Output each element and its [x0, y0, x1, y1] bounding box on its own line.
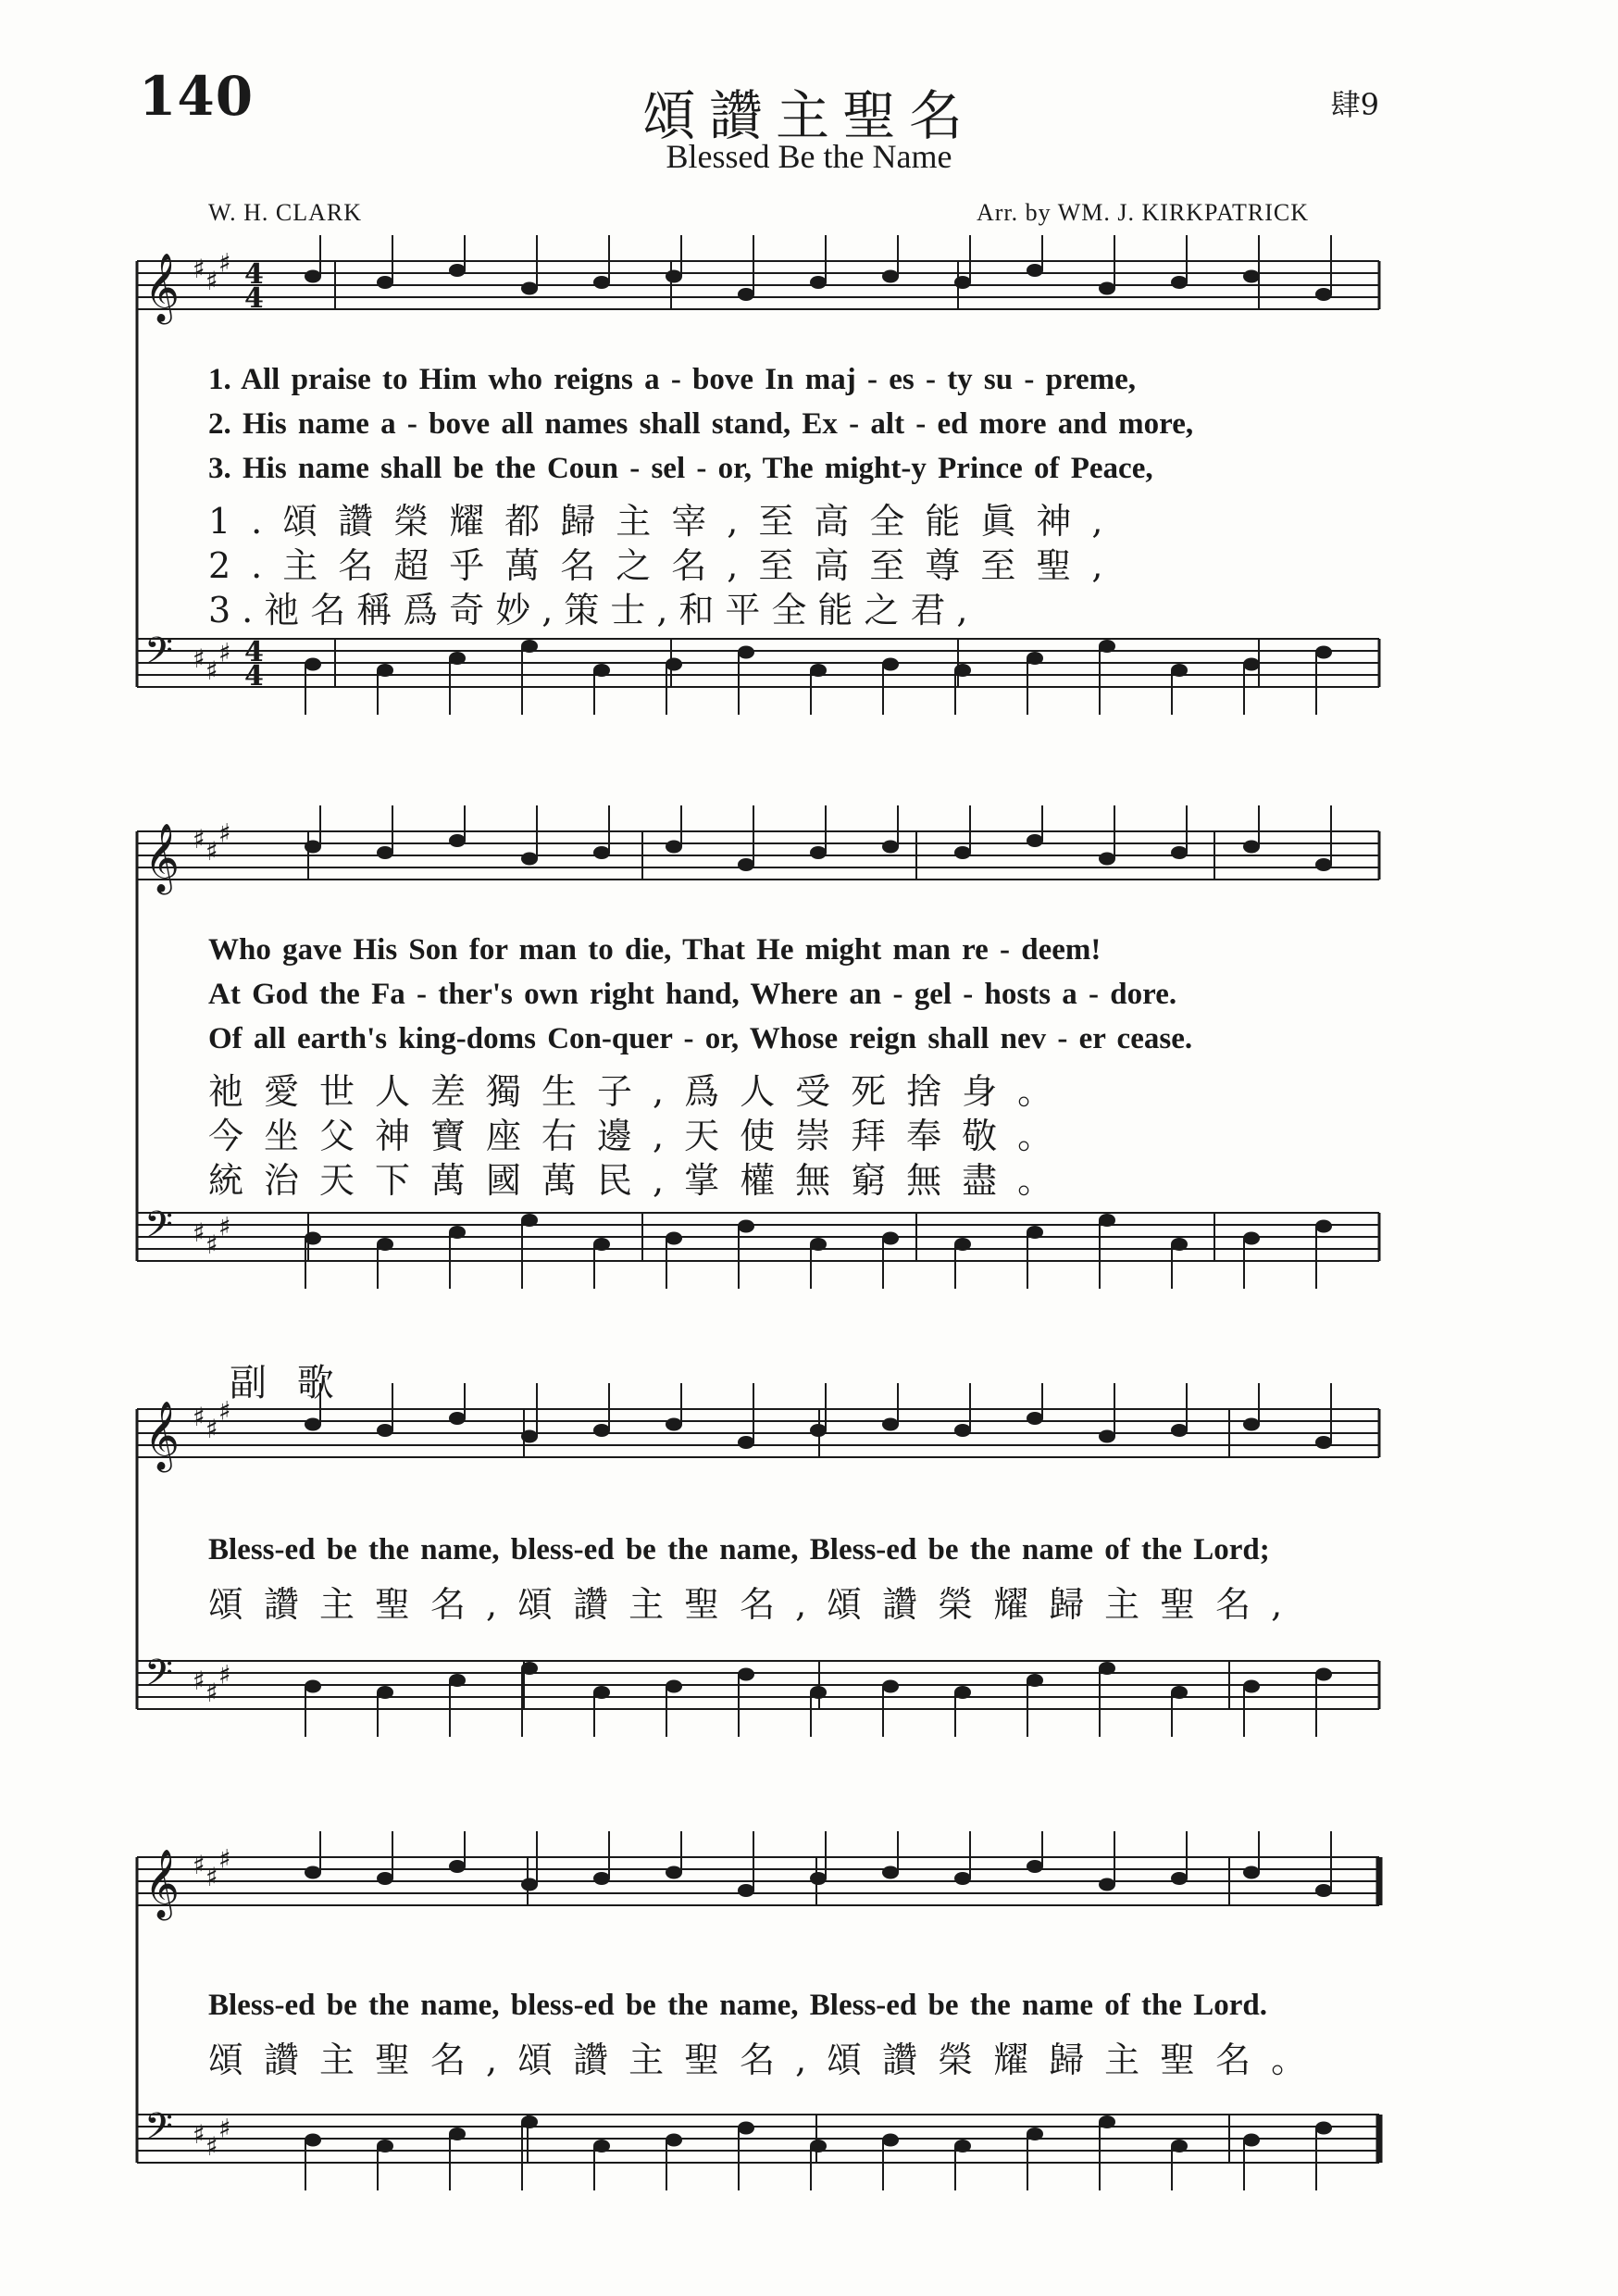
note-head [954, 1686, 971, 1699]
note-head [593, 2140, 610, 2152]
bass-clef: 𝄢 [144, 630, 173, 681]
note-head [521, 282, 538, 295]
note-head [1099, 1430, 1115, 1443]
note-head [1099, 1214, 1115, 1227]
note-head [666, 2134, 682, 2147]
note-head [882, 270, 899, 283]
note-head [738, 646, 754, 659]
note-head [666, 658, 682, 671]
note-head [593, 1872, 610, 1885]
note-head [882, 1418, 899, 1431]
note-head [377, 846, 393, 859]
title-chinese: 頌讚主聖名 [641, 84, 976, 147]
note-head [666, 1866, 682, 1879]
refrain-line-2: Bless-ed be the name, bless-ed be the name, Bless-ed be the name of the Lord. [208, 1989, 1268, 2022]
note-head [1315, 2122, 1332, 2135]
note-head [1243, 1418, 1260, 1431]
note-head [1099, 282, 1115, 295]
sharp-sign: ♯ [205, 1678, 218, 1708]
refrain-cn-line-1: 頌讚主聖名,頌讚主聖名,頌讚榮耀歸主聖名, [208, 1584, 1303, 1625]
note-head [1171, 276, 1188, 289]
note-head [1027, 1674, 1043, 1687]
note-head [666, 1680, 682, 1693]
title-english: Blessed Be the Name [666, 138, 952, 175]
note-head [1171, 1872, 1188, 1885]
verse-1-cn-line-2: 祂愛世人差獨生子,爲人受死捨身。 [208, 1071, 1074, 1112]
note-head [449, 2128, 466, 2140]
sharp-sign: ♯ [218, 1659, 231, 1691]
note-head [1171, 2140, 1188, 2152]
verse-2-cn-line-2: 今坐父神寶座右邊,天使崇拜奉敬。 [208, 1116, 1074, 1156]
note-head [1027, 834, 1043, 847]
note-head [449, 834, 466, 847]
note-head [810, 664, 827, 677]
sharp-sign: ♯ [205, 836, 218, 867]
sharp-sign: ♯ [193, 643, 205, 674]
note-head [882, 1866, 899, 1879]
note-head [449, 1412, 466, 1425]
note-head [1315, 1220, 1332, 1233]
note-head [377, 1686, 393, 1699]
note-head [666, 1232, 682, 1245]
note-head [521, 1662, 538, 1675]
treble-clef: 𝄞 [144, 824, 180, 892]
treble-clef: 𝄞 [144, 1850, 180, 1918]
note-head [954, 1424, 971, 1437]
note-head [449, 652, 466, 665]
hymn-number: 140 [139, 65, 255, 128]
note-head [666, 270, 682, 283]
note-head [1243, 1680, 1260, 1693]
note-head [593, 664, 610, 677]
note-head [305, 1232, 321, 1245]
note-head [305, 1418, 321, 1431]
verse-2-cn-line-1: 2.主名超乎萬名之名,至高至尊至聖, [208, 545, 1124, 586]
sharp-sign: ♯ [218, 817, 231, 849]
note-head [377, 1424, 393, 1437]
verse-3-line-1: 3. His name shall be the Coun - sel - or, The might-y Prince of Peace, [208, 452, 1153, 485]
bass-clef: 𝄢 [144, 1652, 173, 1703]
note-head [305, 2134, 321, 2147]
note-head [521, 853, 538, 866]
time-signature: 4 [244, 660, 264, 693]
note-head [1171, 846, 1188, 859]
verse-1-line-2: Who gave His Son for man to die, That He might man re - deem! [208, 933, 1101, 967]
note-head [521, 640, 538, 653]
note-head [377, 1872, 393, 1885]
sharp-sign: ♯ [193, 1402, 205, 1432]
note-head [305, 270, 321, 283]
verse-2-line-1: 2. His name a - bove all names shall stand, Ex - alt - ed more and more, [208, 407, 1194, 441]
note-head [882, 1680, 899, 1693]
sharp-sign: ♯ [205, 1229, 218, 1260]
note-head [1027, 1226, 1043, 1239]
note-head [954, 2140, 971, 2152]
note-head [738, 1436, 754, 1449]
sharp-sign: ♯ [205, 266, 218, 296]
note-head [377, 2140, 393, 2152]
note-head [1315, 1668, 1332, 1681]
treble-clef: 𝄞 [144, 254, 180, 322]
sharp-sign: ♯ [193, 2119, 205, 2150]
note-head [810, 1872, 827, 1885]
treble-clef: 𝄞 [144, 1402, 180, 1470]
note-head [521, 1430, 538, 1443]
note-head [882, 658, 899, 671]
note-head [1243, 2134, 1260, 2147]
words-credit: W. H. CLARK [208, 199, 363, 226]
note-head [738, 1884, 754, 1897]
note-head [1099, 640, 1115, 653]
note-head [810, 1686, 827, 1699]
sharp-sign: ♯ [218, 637, 231, 668]
note-head [1171, 1238, 1188, 1251]
note-head [882, 841, 899, 854]
note-head [1099, 853, 1115, 866]
note-head [738, 858, 754, 871]
note-head [1099, 2115, 1115, 2128]
verse-3-cn-line-1: 3.祂名稱爲奇妙,策士,和平全能之君, [208, 590, 979, 630]
time-signature: 4 [244, 636, 264, 668]
sharp-sign: ♯ [205, 2131, 218, 2162]
verse-3-line-2: Of all earth's king-doms Con-quer - or, Whose reign shall nev - er cease. [208, 1022, 1193, 1055]
sharp-sign: ♯ [193, 1850, 205, 1880]
note-head [882, 2134, 899, 2147]
note-head [810, 1424, 827, 1437]
refrain-cn-line-2: 頌讚主聖名,頌讚主聖名,頌讚榮耀歸主聖名。 [208, 2040, 1327, 2080]
note-head [954, 276, 971, 289]
note-head [1243, 270, 1260, 283]
note-head [1099, 1662, 1115, 1675]
note-head [1243, 1866, 1260, 1879]
note-head [954, 1238, 971, 1251]
note-head [305, 1866, 321, 1879]
note-head [593, 846, 610, 859]
verse-1-line-1: 1. All praise to Him who reigns a - bove In maj - es - ty su - preme, [208, 363, 1137, 396]
note-head [593, 1686, 610, 1699]
note-head [954, 664, 971, 677]
sharp-sign: ♯ [193, 824, 205, 855]
sharp-sign: ♯ [205, 1862, 218, 1892]
sharp-sign: ♯ [193, 254, 205, 284]
refrain-line-1: Bless-ed be the name, bless-ed be the name, Bless-ed be the name of the Lord; [208, 1533, 1270, 1566]
note-head [593, 1238, 610, 1251]
note-head [449, 1860, 466, 1873]
bass-clef: 𝄢 [144, 1204, 173, 1255]
arrangement-credit: Arr. by WM. J. KIRKPATRICK [977, 199, 1309, 226]
note-head [593, 276, 610, 289]
sharp-sign: ♯ [193, 1666, 205, 1696]
note-head [1315, 1884, 1332, 1897]
note-head [449, 1674, 466, 1687]
note-head [1243, 658, 1260, 671]
refrain-label: 副 歌 [230, 1362, 343, 1404]
note-head [810, 846, 827, 859]
note-head [810, 276, 827, 289]
sharp-sign: ♯ [218, 1395, 231, 1427]
time-signature: 4 [244, 282, 264, 315]
sharp-sign: ♯ [218, 247, 231, 279]
note-head [1243, 841, 1260, 854]
note-head [1027, 2128, 1043, 2140]
note-head [377, 664, 393, 677]
note-head [1027, 264, 1043, 277]
note-head [666, 1418, 682, 1431]
note-head [305, 841, 321, 854]
note-head [1099, 1878, 1115, 1891]
verse-3-cn-line-2: 統治天下萬國萬民,掌權無窮無盡。 [208, 1160, 1074, 1201]
note-head [1315, 646, 1332, 659]
note-head [1027, 1860, 1043, 1873]
note-head [954, 1872, 971, 1885]
note-head [810, 2140, 827, 2152]
sharp-sign: ♯ [218, 1211, 231, 1242]
note-head [305, 658, 321, 671]
note-head [1171, 1686, 1188, 1699]
note-head [738, 288, 754, 301]
note-head [521, 1878, 538, 1891]
sharp-sign: ♯ [218, 2113, 231, 2144]
note-head [1171, 664, 1188, 677]
note-head [1171, 1424, 1188, 1437]
note-head [377, 276, 393, 289]
note-head [377, 1238, 393, 1251]
sharp-sign: ♯ [193, 1217, 205, 1248]
tune-code: 肆9 [1330, 87, 1379, 122]
note-head [738, 1220, 754, 1233]
note-head [882, 1232, 899, 1245]
verse-2-line-2: At God the Fa - ther's own right hand, Where an - gel - hosts a - dore. [208, 978, 1177, 1011]
note-head [449, 264, 466, 277]
note-head [738, 2122, 754, 2135]
sharp-sign: ♯ [205, 655, 218, 686]
note-head [1243, 1232, 1260, 1245]
note-head [1315, 858, 1332, 871]
note-head [1315, 288, 1332, 301]
note-head [1027, 1412, 1043, 1425]
note-head [810, 1238, 827, 1251]
time-signature: 4 [244, 258, 264, 291]
note-head [738, 1668, 754, 1681]
note-head [449, 1226, 466, 1239]
note-head [666, 841, 682, 854]
note-head [305, 1680, 321, 1693]
bass-clef: 𝄢 [144, 2105, 173, 2157]
verse-1-cn-line-1: 1.頌讚榮耀都歸主宰,至高全能眞神, [208, 501, 1124, 542]
note-head [1315, 1436, 1332, 1449]
sharp-sign: ♯ [205, 1414, 218, 1444]
sharp-sign: ♯ [218, 1843, 231, 1875]
note-head [521, 1214, 538, 1227]
note-head [1027, 652, 1043, 665]
note-head [593, 1424, 610, 1437]
note-head [954, 846, 971, 859]
note-head [521, 2115, 538, 2128]
